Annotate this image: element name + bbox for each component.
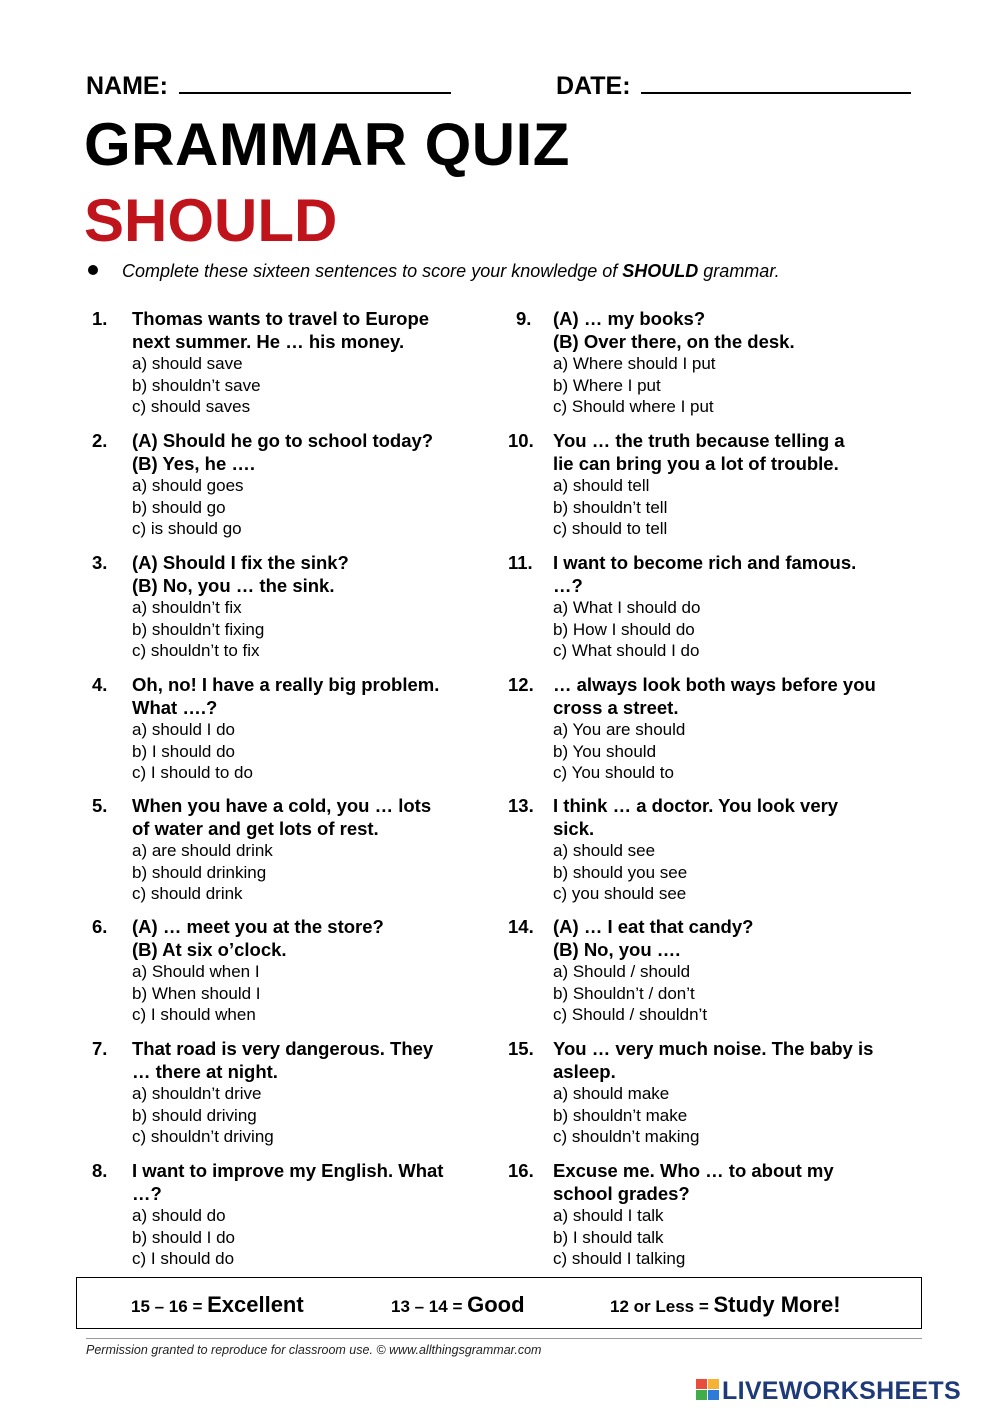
answer-option[interactable]: c) You should to (553, 763, 674, 782)
answer-option[interactable]: c) shouldn’t making (553, 1127, 700, 1146)
score-study-more (610, 1292, 841, 1318)
answer-option[interactable]: b) How I should do (553, 619, 695, 639)
answer-option[interactable]: b) You should (553, 741, 657, 761)
question-body (553, 794, 918, 905)
question-number: 7. (92, 1038, 108, 1059)
question-text: Oh, no! I have a really big problem. (132, 674, 440, 695)
question-text: (B) Over there, on the desk. (553, 331, 795, 352)
answer-option[interactable]: a) You are should (553, 720, 686, 739)
answer-option[interactable]: a) are should drink (132, 841, 273, 860)
answer-option[interactable]: b) should drinking (132, 862, 267, 882)
answer-option[interactable]: c) is should go (132, 519, 242, 538)
answer-option[interactable]: b) I should talk (553, 1227, 664, 1247)
score-box (76, 1277, 922, 1329)
answer-option[interactable]: a) should make (553, 1084, 670, 1103)
question-text: I think … a doctor. You look very (553, 795, 839, 816)
question-text: You … the truth because telling a (553, 430, 845, 451)
question-body (553, 307, 918, 418)
question-text: (A) … I eat that candy? (553, 916, 754, 937)
answer-option[interactable]: b) Where I put (553, 375, 661, 395)
question-number: 12. (508, 674, 534, 695)
header-row (86, 70, 916, 104)
question-text: What ….? (132, 697, 218, 718)
question-text: (B) At six o’clock. (132, 939, 287, 960)
score-good (391, 1292, 525, 1318)
answer-option[interactable]: c) should saves (132, 397, 251, 416)
answer-option[interactable]: c) you should see (553, 884, 687, 903)
date-blank[interactable] (641, 70, 911, 94)
question-number: 16. (508, 1160, 534, 1181)
question-text: asleep. (553, 1061, 616, 1082)
question-text: Excuse me. Who … to about my (553, 1160, 834, 1181)
question-number: 1. (92, 308, 108, 329)
answer-option[interactable]: a) What I should do (553, 598, 701, 617)
name-label: NAME: (86, 72, 168, 100)
answer-option[interactable]: b) shouldn’t make (553, 1105, 688, 1125)
score-range: 13 – 14 = (391, 1297, 468, 1316)
answer-option[interactable]: a) should tell (553, 476, 650, 495)
question-body (553, 429, 918, 540)
answer-option[interactable]: c) should I talking (553, 1249, 686, 1268)
question-text: I want to become rich and famous. (553, 552, 857, 573)
answer-option[interactable]: a) should see (553, 841, 656, 860)
question-text: (A) … my books? (553, 308, 706, 329)
question-text: Thomas wants to travel to Europe (132, 308, 430, 329)
answer-option[interactable]: c) What should I do (553, 641, 700, 660)
answer-option[interactable]: c) I should do (132, 1249, 235, 1268)
question-body (132, 1037, 497, 1148)
question-text: (B) Yes, he …. (132, 453, 256, 474)
name-field (86, 70, 451, 101)
instruction-suffix: grammar. (698, 261, 780, 281)
name-blank[interactable] (179, 70, 451, 94)
question-number: 14. (508, 916, 534, 937)
answer-option[interactable]: b) should I do (132, 1227, 236, 1247)
liveworksheets-icon (696, 1379, 720, 1401)
question-text: When you have a cold, you … lots (132, 795, 432, 816)
question-number: 9. (516, 308, 532, 329)
question-number: 3. (92, 552, 108, 573)
question-body (553, 673, 918, 784)
question-text: of water and get lots of rest. (132, 818, 379, 839)
answer-option[interactable]: a) Where should I put (553, 354, 716, 373)
question-text: (A) … meet you at the store? (132, 916, 384, 937)
answer-option[interactable]: a) should save (132, 354, 243, 373)
question-body (553, 1037, 918, 1148)
question-text: You … very much noise. The baby is (553, 1038, 874, 1059)
answer-option[interactable]: a) shouldn’t drive (132, 1084, 262, 1103)
question-text: lie can bring you a lot of trouble. (553, 453, 839, 474)
question-text: … there at night. (132, 1061, 278, 1082)
question-text: cross a street. (553, 697, 679, 718)
question-number: 5. (92, 795, 108, 816)
score-label: Study More! (713, 1292, 841, 1317)
bullet-icon (88, 265, 98, 275)
question-text: …? (132, 1183, 162, 1204)
question-text: …? (553, 575, 583, 596)
score-excellent (131, 1292, 304, 1318)
score-range: 12 or Less = (610, 1297, 714, 1316)
answer-option[interactable]: b) Shouldn’t / don’t (553, 983, 695, 1003)
question-number: 15. (508, 1038, 534, 1059)
answer-option[interactable]: c) Should / shouldn’t (553, 1005, 708, 1024)
question-number: 6. (92, 916, 108, 937)
question-body (553, 1159, 918, 1270)
answer-option[interactable]: b) should you see (553, 862, 688, 882)
question-body (132, 673, 497, 784)
score-label: Good (467, 1292, 525, 1317)
answer-option[interactable]: c) shouldn’t driving (132, 1127, 274, 1146)
answer-option[interactable]: c) I should when (132, 1005, 256, 1024)
question-text: (B) No, you … the sink. (132, 575, 335, 596)
question-body (132, 429, 497, 540)
answer-option[interactable]: a) should I do (132, 720, 236, 739)
page-title: GRAMMAR QUIZ (84, 111, 570, 178)
answer-option[interactable]: c) should drink (132, 884, 243, 903)
question-number: 8. (92, 1160, 108, 1181)
instruction (88, 259, 780, 283)
question-number: 10. (508, 430, 534, 451)
question-text: (B) No, you …. (553, 939, 681, 960)
question-text: next summer. He … his money. (132, 331, 405, 352)
score-label: Excellent (207, 1292, 304, 1317)
question-text: (A) Should I fix the sink? (132, 552, 349, 573)
footer-permission: Permission granted to reproduce for classroom use. © www.allthingsgrammar.com (86, 1338, 922, 1357)
answer-option[interactable]: c) should to tell (553, 519, 668, 538)
answer-option[interactable]: b) When should I (132, 983, 261, 1003)
answer-option[interactable]: b) shouldn’t tell (553, 497, 668, 517)
brand-name: LIVEWORKSHEETS (722, 1377, 961, 1405)
brand-logo[interactable] (696, 1377, 961, 1407)
question-text: I want to improve my English. What (132, 1160, 444, 1181)
answer-option[interactable]: a) Should when I (132, 962, 260, 981)
question-body (132, 1159, 497, 1270)
answer-option[interactable]: a) should do (132, 1206, 226, 1225)
question-text: sick. (553, 818, 595, 839)
answer-option[interactable]: b) shouldn’t save (132, 375, 261, 395)
answer-option[interactable]: b) should go (132, 497, 226, 517)
score-range: 15 – 16 = (131, 1297, 208, 1316)
date-field (556, 70, 911, 101)
date-label: DATE: (556, 72, 631, 100)
question-body (132, 794, 497, 905)
answer-option[interactable]: b) I should do (132, 741, 236, 761)
question-number: 4. (92, 674, 108, 695)
question-body (132, 551, 497, 662)
question-body (553, 551, 918, 662)
page-subtitle: SHOULD (84, 187, 338, 254)
question-text: … always look both ways before you (553, 674, 876, 695)
answer-option[interactable]: b) should driving (132, 1105, 257, 1125)
question-body (132, 307, 497, 418)
question-body (132, 915, 497, 1026)
answer-option[interactable]: a) shouldn’t fix (132, 598, 242, 617)
question-text: (A) Should he go to school today? (132, 430, 434, 451)
answer-option[interactable]: b) shouldn’t fixing (132, 619, 265, 639)
question-number: 11. (508, 552, 533, 573)
instruction-bold: SHOULD (622, 261, 699, 281)
answer-option[interactable]: a) should I talk (553, 1206, 664, 1225)
question-number: 2. (92, 430, 108, 451)
question-text: That road is very dangerous. They (132, 1038, 434, 1059)
answer-option[interactable]: c) Should where I put (553, 397, 714, 416)
question-body (553, 915, 918, 1026)
question-number: 13. (508, 795, 534, 816)
answer-option[interactable]: c) shouldn’t to fix (132, 641, 260, 660)
answer-option[interactable]: a) Should / should (553, 962, 691, 981)
answer-option[interactable]: a) should goes (132, 476, 244, 495)
answer-option[interactable]: c) I should to do (132, 763, 253, 782)
instruction-prefix: Complete these sixteen sentences to score your knowledge of (122, 261, 623, 281)
question-text: school grades? (553, 1183, 690, 1204)
